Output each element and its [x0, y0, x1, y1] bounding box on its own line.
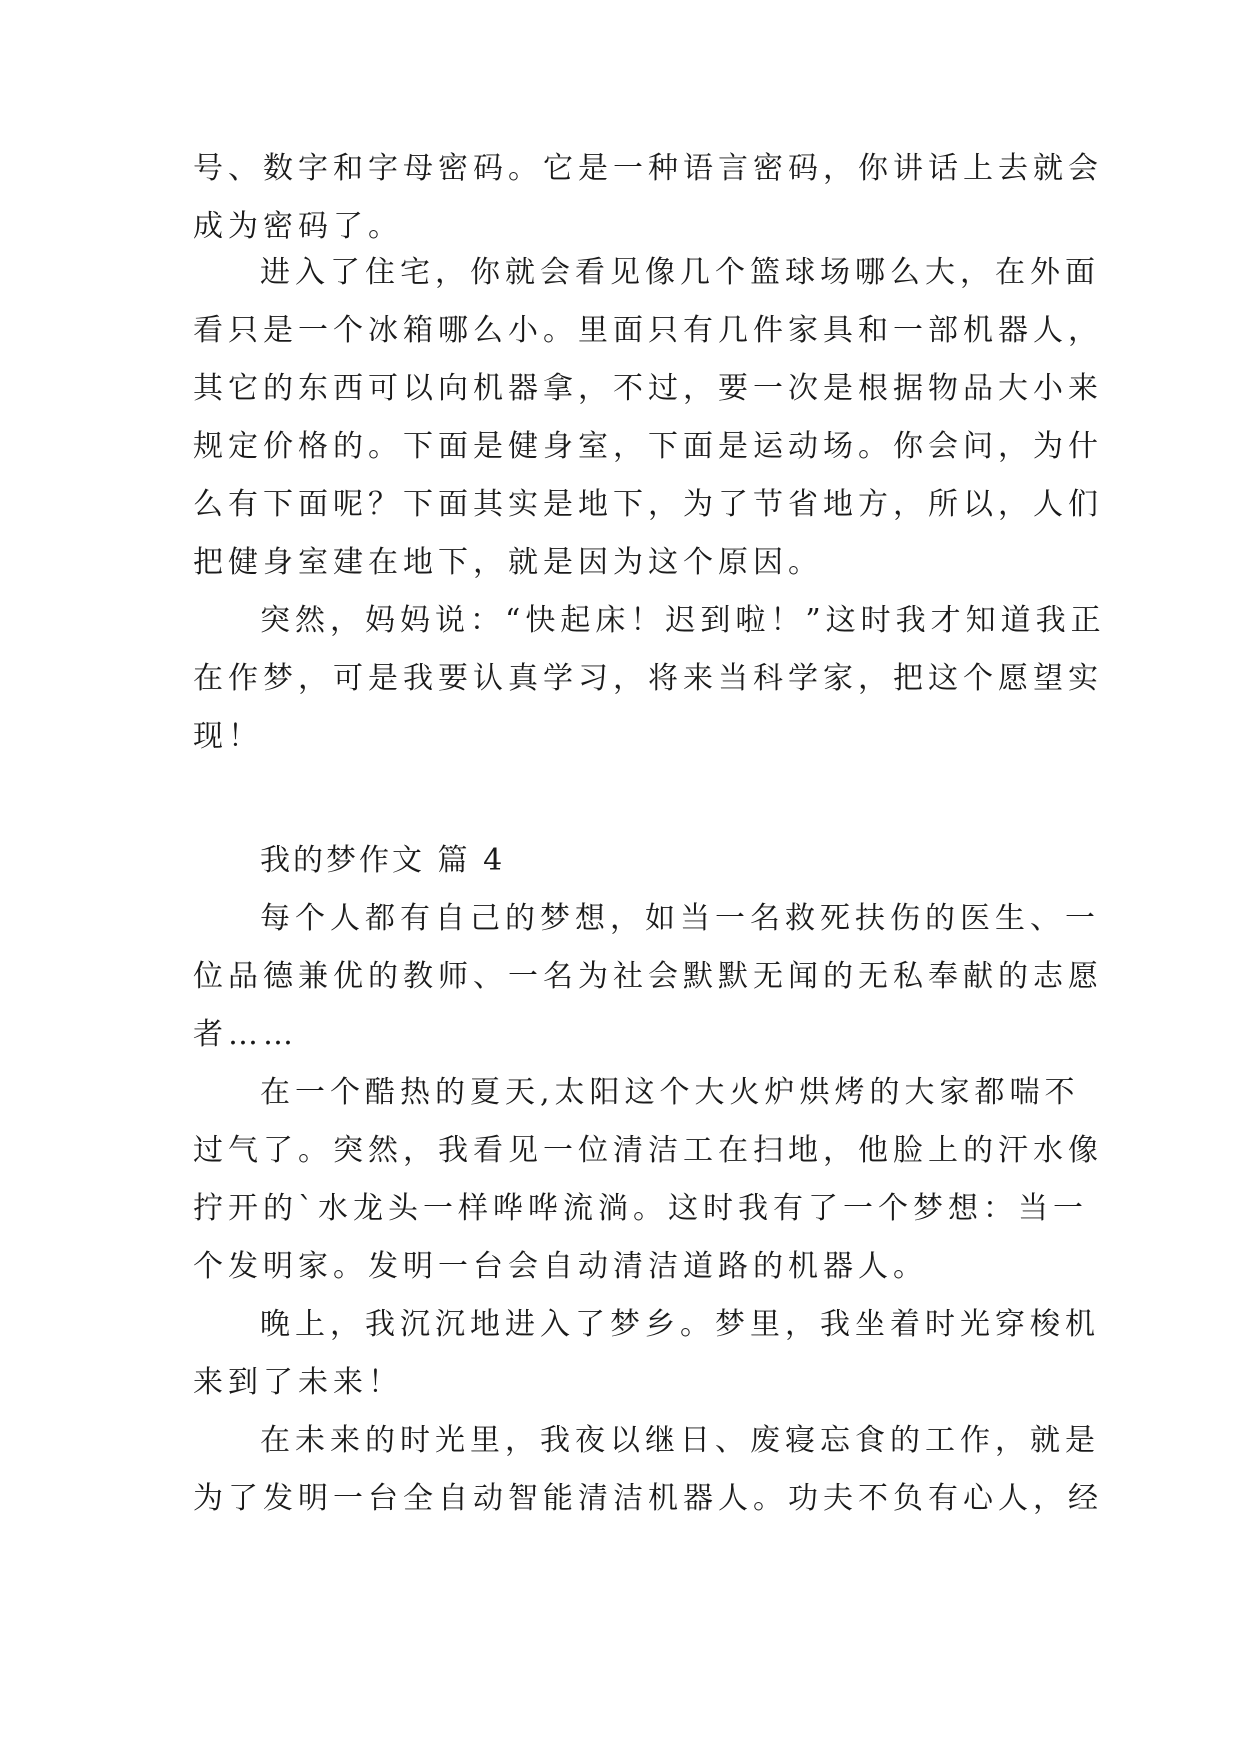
paragraph-night: [193, 1296, 1100, 1412]
text-line: 为了发明一台全自动智能清洁机器人。功夫不负有心人，经: [193, 1481, 1103, 1516]
text-line: 过气了。突然，我看见一位清洁工在扫地，他脸上的汗水像: [193, 1133, 1103, 1168]
text-line: 者……: [193, 1017, 298, 1052]
text-line: 个发明家。发明一台会自动清洁道路的机器人。: [193, 1249, 928, 1284]
text-line: 看只是一个冰箱哪么小。里面只有几件家具和一部机器人，: [193, 313, 1103, 348]
text-line: 每个人都有自己的梦想，如当一名救死扶伤的医生、一: [260, 901, 1100, 936]
text-line: 么有下面呢？下面其实是地下，为了节省地方，所以，人们: [193, 487, 1103, 522]
paragraph-house: [193, 244, 1103, 592]
text-line: 突然，妈妈说：“快起床！迟到啦！”这时我才知道我正: [260, 603, 1106, 638]
paragraph-future: [193, 1412, 1103, 1528]
text-line: 成为密码了。: [193, 209, 403, 244]
text-line: 拧开的`水龙头一样哗哗流淌。这时我有了一个梦想：当一: [193, 1191, 1088, 1226]
paragraph-password-end: [193, 140, 1103, 256]
section-heading: 我的梦作文 篇 4: [260, 843, 506, 878]
text-line: 把健身室建在地下，就是因为这个原因。: [193, 545, 823, 580]
text-line: 来到了未来！: [193, 1365, 403, 1400]
paragraph-summer: [193, 1064, 1103, 1296]
text-line: 在作梦，可是我要认真学习，将来当科学家，把这个愿望实: [193, 661, 1103, 696]
text-line: 晚上，我沉沉地进入了梦乡。梦里，我坐着时光穿梭机: [260, 1307, 1100, 1342]
paragraph-wake-up: [193, 592, 1106, 766]
section-title: [193, 832, 1063, 890]
text-line: 其它的东西可以向机器拿，不过，要一次是根据物品大小来: [193, 371, 1103, 406]
text-line: 进入了住宅，你就会看见像几个篮球场哪么大，在外面: [260, 255, 1100, 290]
text-line: 号、数字和字母密码。它是一种语言密码，你讲话上去就会: [193, 151, 1103, 186]
text-line: 在一个酷热的夏天,太阳这个大火炉烘烤的大家都喘不: [260, 1075, 1080, 1110]
text-line: 位品德兼优的教师、一名为社会默默无闻的无私奉献的志愿: [193, 959, 1103, 994]
paragraph-dreams: [193, 890, 1103, 1064]
text-line: 规定价格的。下面是健身室，下面是运动场。你会问，为什: [193, 429, 1103, 464]
text-line: 在未来的时光里，我夜以继日、废寝忘食的工作，就是: [260, 1423, 1100, 1458]
text-line: 现！: [193, 719, 263, 754]
